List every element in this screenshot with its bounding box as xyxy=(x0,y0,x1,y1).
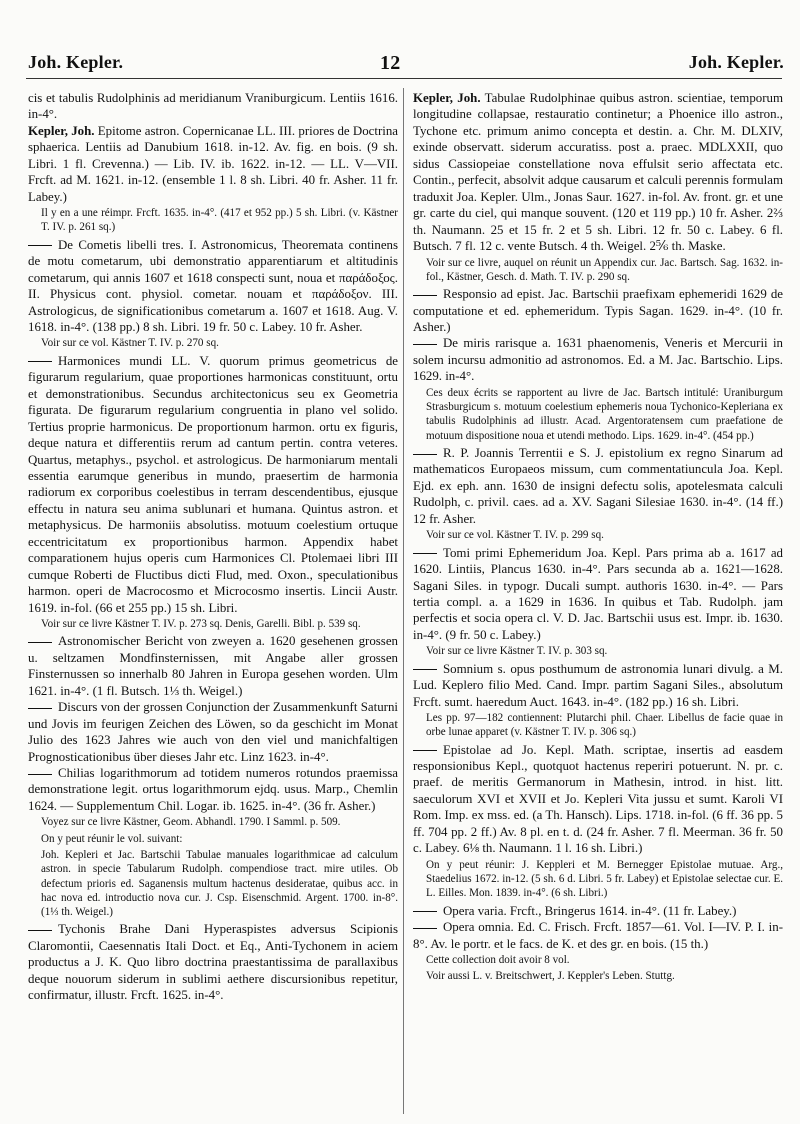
ditto-dash xyxy=(413,344,437,345)
entry-text: Tychonis Brahe Dani Hyperaspistes adversus Scipionis Claromontii, Caesennatis Itali Doct. et Eq., Anti-Tychonem in aciem productus a J. K. Quo libro doctrina praestantissima de parallaxibus deque nouorum siderum in sublimi aethere discursionibus repetitur, confirmatur, illustr. Frcft. 1625. in-4°. xyxy=(28,922,398,1003)
catalog-entry xyxy=(28,90,398,123)
note-text: Voir sur ce livre Kästner T. IV. p. 303 sq. xyxy=(426,645,608,658)
bibliographic-note xyxy=(426,528,783,542)
bibliographic-note xyxy=(426,386,783,443)
author-heading: Kepler, Joh. xyxy=(413,91,481,105)
note-text: Voir sur ce livre Kästner T. IV. p. 273 sq. Denis, Garelli. Bibl. p. 539 sq. xyxy=(41,618,361,631)
catalog-entry xyxy=(413,919,783,952)
catalog-entry xyxy=(413,545,783,644)
catalog-entry xyxy=(413,742,783,857)
note-text: Ces deux écrits se rapportent au livre de Jac. Bartsch intitulé: Uraniburgum Strasburgicum s. motuum coelestium ephemeris noua Tychonico-Kepleriana ex tabulis Rudolphinis ad illustr. Acad. Argentoratensem cum praefatione de motuum dispositione noua et utendi methodo. Lips. 1629. in-4°. (454 pp.) xyxy=(426,386,783,442)
note-text: Il y en a une réimpr. Frcft. 1635. in-4°. (417 et 952 pp.) 5 sh. Libri. (v. Kästner T. IV. p. 261 sq.) xyxy=(41,207,398,234)
catalog-entry xyxy=(28,237,398,336)
ditto-dash xyxy=(413,454,437,455)
bibliographic-note xyxy=(41,815,398,829)
entry-text: Tomi primi Ephemeridum Joa. Kepl. Pars prima ab a. 1617 ad 1620. Lintiis, Plancus 1630. in-4°. Pars secunda ab a. 1621—1628. Sagani Siles. in typogr. Ducali sumpt. authoris 1630. in-4°. — Pars tertia compl. a. a 1629 in 1636. In quibus et Tab. Rudolph. jam perfectis et socia opera cl. V. D. Jac. Bartschii usus est. Impr. ib. 1630. in-4°. (9 fr. 50 c. Labey.) xyxy=(413,545,783,642)
note-text: On y peut réunir: J. Keppleri et M. Bernegger Epistolae mutuae. Arg., Staedelius 1672. in-12. (5 sh. 6 d. Libri. 5 fr. Labey) et Epistolae selectae cur. E. L. Eilles. Mon. 1839. in-4°. (6 sh. Libri.) xyxy=(426,858,783,900)
ditto-dash xyxy=(28,245,52,246)
ditto-dash xyxy=(413,928,437,929)
ditto-dash xyxy=(413,911,437,912)
entry-text: De Cometis libelli tres. I. Astronomicus, Theoremata continens de motu cometarum, ubi demonstratio apparentiarum et altitudinis cometarum, qui annis 1607 et 1618 conspecti sunt, noua et παράδοξος. II. Physicus cont. physiol. cometar. nouam et παράδοξον. III. Astrologicus, de significationibus cometarum a. 1607 et 1618. Aug. V. 1618. in-4°. (138 pp.) 8 sh. Libri. 19 fr. 50 c. Labey. 10 fr. Asher. xyxy=(28,237,398,335)
note-text: Voyez sur ce livre Kästner, Geom. Abhandl. 1790. I Samml. p. 509. xyxy=(41,816,341,829)
note-text: Voir sur ce vol. Kästner T. IV. p. 299 sq. xyxy=(426,529,604,542)
ditto-dash xyxy=(28,361,52,362)
entry-text: Harmonices mundi LL. V. quorum primus geometricus de figurarum regularium, quae proportiones harmonicas constituunt, ortu et demonstrationibus. Secundus architectonicus seu ex Geometria figurata. De figurarum regularium congruentia in plano vel solido. Tertius proprie harmonicus. De proportionum harmon. ortu ex figuris, deque natura et differentiis rerum ad cantum pertin. contra veteres. Quartus, metaphys., psychol. et astrologicus. De harmoniarum mentali essentia earumque generibus in mundo, praesertim de harmonia radiorum ex corporibus coelestibus in terram descendentibus, ejusque effectu in natura seu anima sublunari et humana. Quintus astron. et metaphysicus. De harmoniis absolutiss. motuum coelestium ortuque eccentricitatum ex proportionibus harmon. Appendix habet comparationem hujus operis cum Harmonices Cl. Ptolemaei libri III cumque Roberti de Fluctibus dicti Flud, med. Oxon., speculationibus harmon. operi de Macrocosmo et Microcosmo insertis. Lincii Austr. 1619. in-fol. (66 et 255 pp.) 15 sh. Libri. xyxy=(28,353,398,615)
column-divider xyxy=(403,88,404,1114)
entry-text: Astronomischer Bericht von zweyen a. 1620 gesehenen grossen u. seltzamen Mondfinsternissen, mit Angabe aller grossen Finsternussen so innerhalb 80 Jahren in Europa gesehen worden. Ulm 1621. in-4°. (1 fl. Butsch. 1⅓ th. Weigel.) xyxy=(28,634,398,698)
catalog-entry xyxy=(28,633,398,699)
entry-text: R. P. Joannis Terrentii e S. J. epistolium ex regno Sinarum ad mathematicos Europaeos missum, cum commentatiuncula Joa. Kepl. Ejd. ex eph. ann. 1630 de insigni defectu solis, apotelesmata calculi Rudolph, c. privil. caes. ad a. XV. Sagani Silesiae 1630. in-4°. (14 ff.) 12 fr. Asher. xyxy=(413,446,783,526)
author-heading: Kepler, Joh. xyxy=(28,123,95,138)
catalog-entry xyxy=(28,699,398,765)
entry-text: Opera varia. Frcft., Bringerus 1614. in-4°. (11 fr. Labey.) xyxy=(443,903,737,918)
ditto-dash xyxy=(413,750,437,751)
page-header xyxy=(26,52,784,80)
entry-text: Epitome astron. Copernicanae LL. III. priores de Doctrina sphaerica. Lentiis ad Danubium 1618. in-12. Av. fig. en bois. (9 sh. Libri. 1 fl. Crevenna.) — Lib. IV. ib. 1622. in-12. — LL. V—VII. Frcft. ad M. 1621. in-12. (ensemble 1 l. 8 sh. Libri. 40 fr. Asher. 11 fr. Labey.) xyxy=(28,123,398,204)
note-text: Voir aussi L. v. Breitschwert, J. Keppler's Leben. Stuttg. xyxy=(426,970,675,983)
catalog-entry xyxy=(28,353,398,616)
note-text: Voir sur ce livre, auquel on réunit un Appendix cur. Jac. Bartsch. Sag. 1632. in-fol., Kästner, Gesch. d. Math. T. IV. p. 290 sq. xyxy=(426,256,783,283)
header-rule xyxy=(26,78,782,79)
note-text: On y peut réunir le vol. suivant: xyxy=(41,832,183,845)
ditto-dash xyxy=(413,669,437,670)
note-text: Voir sur ce vol. Kästner T. IV. p. 270 sq. xyxy=(41,337,219,350)
header-right-title: Joh. Kepler. xyxy=(688,52,784,72)
bibliographic-note xyxy=(41,848,398,919)
note-text: Cette collection doit avoir 8 vol. xyxy=(426,953,570,966)
entry-text: De miris rarisque a. 1631 phaenomenis, Veneris et Mercurii in solem incursu admonitio ad astronomos. Ed. a M. Jac. Bartschio. Lips. 1629. in-4°. xyxy=(413,336,783,384)
bibliographic-note xyxy=(41,336,398,350)
entry-text: Chilias logarithmorum ad totidem numeros rotundos praemissa demonstratione legit. ortus logarithmorum ejdq. usus. Marp., Chemlin 1624. — Supplementum Chil. Logar. ib. 1625. in-4°. (36 fr. Asher.) xyxy=(28,765,398,813)
ditto-dash xyxy=(28,930,52,931)
ditto-dash xyxy=(413,553,437,554)
note-text: Les pp. 97—182 contiennent: Plutarchi phil. Chaer. Libellus de facie quae in orbe lunae apparet (v. Kästner T. IV. p. 306 sq.) xyxy=(426,711,783,739)
entry-text: Tabulae Rudolphinae quibus astron. scientiae, temporum longitudine collapsae, restauratio continetur; a Phoenice illo astron., Tychone etc. primum animo concepta et destin. a. Chr. M. DLXIV, exinde observatt. siderum accuratiss. post a. praec. MDLXXII, quo sidus Cassiopeiae constellatione nova effulsit serio affectata etc. Contin., perfecit, absolvit adque causarum et calculi perennis formulam traduxit Joa. Kepler. Ulm., Jonas Saur. 1627. in-fol. Av. front. gr. et une gr. carte du ciel, qui manque souvent. (120 et 119 pp.) 10 fr. Asher. 2⅔ th. Naumann. 25 et 15 fr. 2 et 5 sh. Libri. 12 fr. 50 c. Labey. 6 fl. Butsch. 7 fl. 12 c. vente Butsch. 4 th. Weigel. 2⅚ th. Maske. xyxy=(413,91,783,254)
bibliographic-note xyxy=(426,858,783,901)
note-text: Joh. Kepleri et Jac. Bartschii Tabulae manuales logarithmicae ad calculum astron. in specie Tabularum Rudolph. compendiose tract. mire utiles. Ob defectum prioris ed. Saganensis multum hactenus desideratae, quibus acc. in hac nova ed. introductio nova cur. J. Csp. Eisenschmid. Argent. 1700. in-8°. (1⅓ th. Weigel.) xyxy=(41,848,398,919)
bibliographic-note xyxy=(41,617,398,631)
page-number: 12 xyxy=(380,52,401,74)
header-left-title: Joh. Kepler. xyxy=(28,52,124,72)
catalog-entry xyxy=(413,903,783,919)
catalog-entry xyxy=(413,286,783,335)
bibliographic-note xyxy=(426,644,783,658)
catalog-entry xyxy=(28,921,398,1003)
entry-text: Epistolae ad Jo. Kepl. Math. scriptae, insertis ad easdem responsionibus Kepl., quotquot hactenus reperiri potuerunt. N. pr. c. praef. de meritis Germanorum in Mathesin, introd. in hist. litt. saeculorum XVI et XVII et Jo. Kepleri Vita jussu et sumt. Karoli VI Rom. Imp. ex mss. ed. (a Th. Hansch). Lips. 1718. in-fol. (6 ff. 36 pp. 5 ff. 704 pp. 2 ff.) Av. 8 pl. en t. d. (24 fr. Asher. 7 fl. Meerman. 36 fr. 50 c. Labey. 6⅛ th. Naumann. 1 l. 16 sh. Libri.) xyxy=(413,742,783,856)
ditto-dash xyxy=(28,642,52,643)
entry-text: cis et tabulis Rudolphinis ad meridianum Vraniburgicum. Lentiis 1616. in-4°. xyxy=(28,91,398,122)
ditto-dash xyxy=(28,774,52,775)
bibliographic-note xyxy=(426,256,783,285)
catalog-entry xyxy=(413,445,783,527)
bibliographic-note xyxy=(426,711,783,740)
catalog-entry xyxy=(413,661,783,710)
right-column xyxy=(413,90,783,986)
bibliographic-note xyxy=(426,969,783,983)
left-column xyxy=(28,90,398,1004)
catalog-entry xyxy=(28,123,398,205)
bibliographic-note xyxy=(41,206,398,235)
ditto-dash xyxy=(413,295,437,296)
bibliographic-note xyxy=(41,832,398,846)
entry-text: Somnium s. opus posthumum de astronomia lunari divulg. a M. Lud. Keplero filio Med. Cand. Impr. partim Sagani Siles., absolutum Frcft. sumt. haeredum Auct. 1643. in-4°. (182 pp.) 16 sh. Libri. xyxy=(413,661,783,709)
bibliographic-note xyxy=(426,953,783,967)
catalog-entry xyxy=(413,90,783,255)
entry-text: Discurs von der grossen Conjunction der Zusammenkunft Saturni und Jovis im feurigen Zeichen des Löwen, so da geschicht im Monat Julio des 1623 Jahres wie auch von den viel und manichfaltigen Prognosticationibus über dieses Jahr etc. Linz 1623. in-4°. xyxy=(28,700,398,764)
catalog-entry xyxy=(28,765,398,814)
catalog-entry xyxy=(413,335,783,384)
entry-text: Opera omnia. Ed. C. Frisch. Frcft. 1857—61. Vol. I—IV. P. I. in-8°. Av. le portr. et le facs. de K. et des gr. en bois. (15 th.) xyxy=(413,920,783,951)
ditto-dash xyxy=(28,708,52,709)
entry-text: Responsio ad epist. Jac. Bartschii praefixam ephemeridi 1629 de computatione et ed. ephemeridum. Typis Sagan. 1629. in-4°. (10 fr. Asher.) xyxy=(413,287,783,335)
